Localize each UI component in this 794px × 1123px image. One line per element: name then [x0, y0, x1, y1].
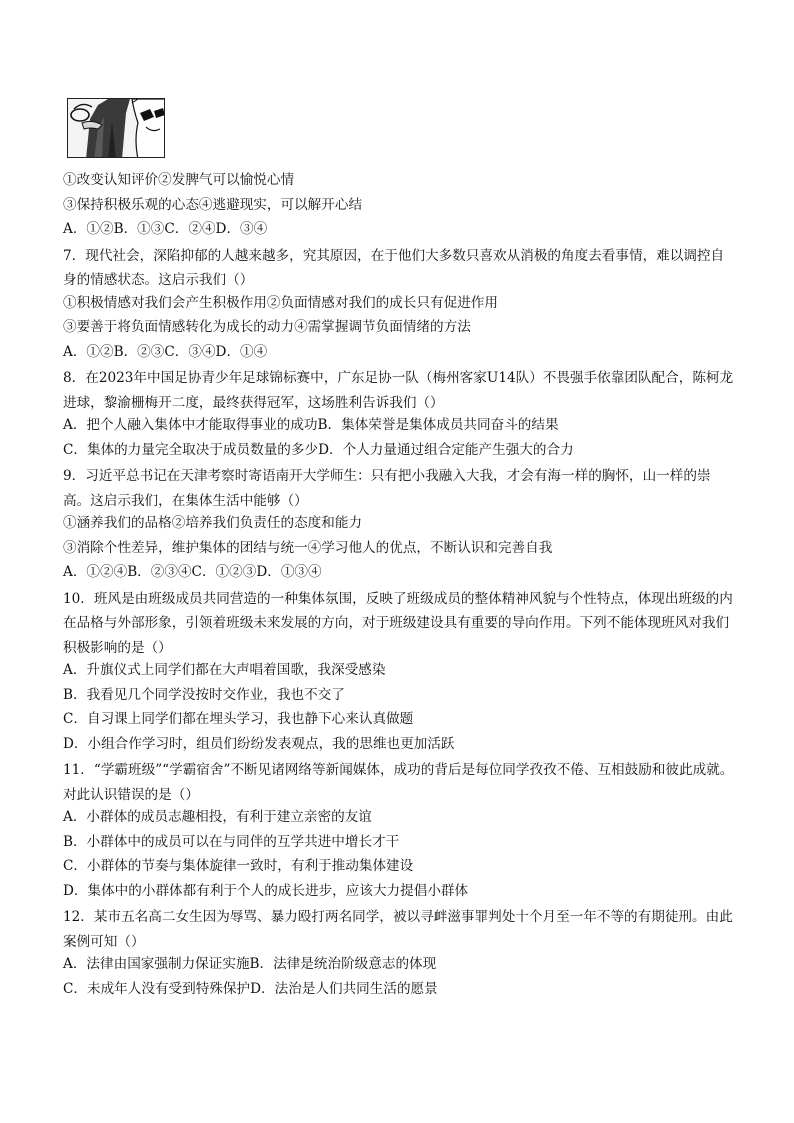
q11-option-a: A．小群体的成员志趣相投，有利于建立亲密的友谊: [63, 809, 372, 825]
q7-options-line1: ①积极情感对我们会产生积极作用②负面情感对我们的成长只有促进作用: [63, 294, 498, 311]
q10-option-d: D．小组合作学习时，组员们纷纷发表观点，我的思维也更加活跃: [63, 735, 455, 752]
q8-answers-cd: C．集体的力量完全取决于成员数量的多少D．个人力量通过组合定能产生强大的合力: [63, 441, 574, 458]
q12-answers-cd: C．未成年人没有受到特殊保护D．法治是人们共同生活的愿景: [63, 980, 438, 997]
q10-option-c: C．自习课上同学们都在埋头学习，我也静下心来认真做题: [63, 711, 414, 727]
cartoon-illustration: [67, 98, 165, 158]
q6-options-line2: ③保持积极乐观的心态④逃避现实，可以解开心结: [63, 196, 363, 213]
q9-answers: A．①②④B．②③④C．①②③D．①③④: [63, 564, 322, 580]
q9-options-line2: ③消除个性差异，维护集体的团结与统一④学习他人的优点，不断认识和完善自我: [63, 539, 553, 556]
question-list: [63, 170, 735, 1003]
q7-stem: 7．现代社会，深陷抑郁的人越来越多，究其原因，在于他们大多数只喜欢从消极的角度去看事情，难以调控自身的情感状态。这启示我们（）: [63, 247, 725, 288]
q11-option-d: D．集体中的小群体都有利于个人的成长进步，应该大力提倡小群体: [63, 882, 469, 899]
q11-stem: 11．“学霸班级”“学霸宿舍”不断见诸网络等新闻媒体，成功的背后是每位同学孜孜不倦、互相鼓励和彼此成就。对此认识错误的是（）: [63, 762, 734, 803]
q6-answers: A．①②B．①③C．②④D．③④: [63, 221, 268, 237]
q11-option-c: C．小群体的节奏与集体旋律一致时，有利于推动集体建设: [63, 858, 414, 874]
q10-option-a: A．升旗仪式上同学们都在大声唱着国歌，我深受感染: [63, 662, 386, 678]
q7-options-line2: ③要善于将负面情感转化为成长的动力④需掌握调节负面情绪的方法: [63, 319, 471, 335]
q11-option-b: B．小群体中的成员可以在与同伴的互学共进中增长才干: [63, 833, 400, 850]
q10-option-b: B．我看见几个同学没按时交作业，我也不交了: [63, 686, 345, 703]
q9-options-line1: ①涵养我们的品格②培养我们负责任的态度和能力: [63, 515, 363, 531]
q6-options-line1: ①改变认知评价②发脾气可以愉悦心情: [63, 172, 295, 188]
q12-stem: 12．某市五名高二女生因为辱骂、暴力殴打两名同学，被以寻衅滋事罪判处十个月至一年不等的有期徒刑。由此案例可知（）: [63, 909, 733, 950]
cartoon-drawing: [68, 99, 165, 158]
q7-answers: A．①②B．②③C．③④D．①④: [63, 343, 268, 360]
q8-answers-ab: A．把个人融入集体中才能取得事业的成功B．集体荣誉是集体成员共同奋斗的结果: [63, 417, 559, 433]
q12-answers-ab: A．法律由国家强制力保证实施B．法律是统治阶级意志的体现: [63, 956, 437, 972]
q8-stem: 8．在2023年中国足协青少年足球锦标赛中，广东足协一队（梅州客家U14队）不畏强手依靠团队配合，陈柯龙进球，黎渝栅梅开二度，最终获得冠军，这场胜利告诉我们（）: [63, 370, 734, 411]
q9-stem: 9．习近平总书记在天津考察时寄语南开大学师生：只有把小我融入大我，才会有海一样的胸怀，山一样的崇高。这启示我们，在集体生活中能够（）: [63, 468, 711, 509]
q10-stem: 10．班风是由班级成员共同营造的一种集体氛围，反映了班级成员的整体精神风貌与个性特点，体现出班级的内在品格与外部形象，引领着班级未来发展的方向，对于班级建设具有重要的导向作用。下列不能体现班风对我们积极影响的是（）: [63, 590, 733, 656]
